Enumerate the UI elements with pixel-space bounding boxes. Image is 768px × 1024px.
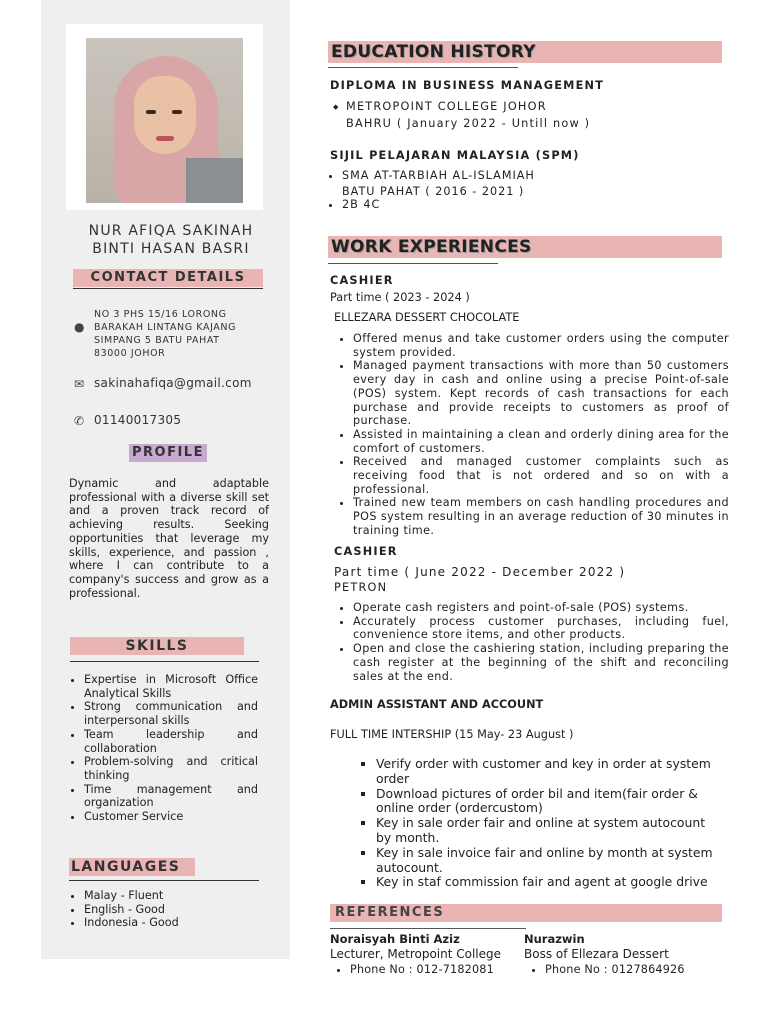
ref1-phone: • Phone No : 012-7182081	[350, 963, 540, 977]
job2-company: PETRON	[334, 581, 388, 594]
duty-item: ▪ Verify order with customer and key in order at system order	[376, 757, 716, 787]
skill-item: • Strong communication and interpersonal skills	[84, 700, 258, 727]
name-line-2: BINTI HASAN BASRI	[92, 241, 250, 257]
diploma-school-line-1: METROPOINT COLLEGE JOHOR	[346, 100, 547, 113]
photo-shirt	[186, 158, 243, 203]
ref2-contact	[529, 963, 735, 977]
photo-eye-left	[146, 110, 156, 114]
duty-item: ▪ Download pictures of order bil and item(fair order & online order (ordercustom)	[376, 787, 716, 817]
diploma-title: DIPLOMA IN BUSINESS MANAGEMENT	[330, 79, 605, 92]
address-line: SIMPANG 5 BATU PAHAT	[94, 335, 220, 346]
skill-item: • Team leadership and collaboration	[84, 728, 258, 755]
languages-rule	[69, 880, 259, 881]
spm-list	[326, 169, 602, 212]
languages-heading: LANGUAGES	[69, 858, 195, 876]
email-row	[74, 377, 252, 391]
ref1-role: Lecturer, Metropoint College	[330, 947, 502, 961]
candidate-name	[66, 222, 276, 258]
duty-item: • Accurately process customer purchases, including fuel, convenience store items, and other products.	[353, 615, 729, 642]
phone-icon: ✆	[74, 414, 85, 428]
spm-school	[342, 169, 602, 198]
work-rule	[328, 263, 498, 264]
location-pin-icon: ●	[74, 320, 85, 334]
language-item: • Indonesia - Good	[84, 916, 264, 930]
profile-photo	[86, 38, 243, 203]
address	[94, 308, 236, 360]
address-line: NO 3 PHS 15/16 LORONG	[94, 309, 227, 320]
duty-item: • Open and close the cashiering station, including preparing the cash register at the beginning of the shift and reconciling sales at the end.	[353, 642, 729, 683]
skills-heading: SKILLS	[70, 637, 244, 655]
bullet-icon: ◆	[333, 103, 340, 111]
job1-title: CASHIER	[330, 274, 394, 287]
photo-lips	[156, 136, 174, 141]
diploma-school-line-2: BAHRU ( January 2022 - Untill now )	[346, 117, 591, 130]
email-text[interactable]: sakinahafiqa@gmail.com	[94, 376, 252, 390]
references-heading: REFERENCES	[330, 904, 722, 922]
skill-item: • Expertise in Microsoft Office Analytical Skills	[84, 673, 258, 700]
address-line: 83000 JOHOR	[94, 348, 166, 359]
duty-item: ▪ Key in sale invoice fair and online by month at system autocount.	[376, 846, 716, 876]
duty-item: • Operate cash registers and point-of-sale (POS) systems.	[353, 601, 729, 615]
spm-result: • 2B 4C	[342, 198, 602, 212]
languages-list	[69, 889, 264, 930]
job2-title: CASHIER	[334, 545, 398, 558]
job1-company: ELLEZARA DESSERT CHOCOLATE	[334, 311, 520, 324]
job1-duties	[337, 332, 729, 538]
duty-item: • Assisted in maintaining a clean and orderly dining area for the comfort of customers.	[353, 428, 729, 455]
language-item: • English - Good	[84, 903, 264, 917]
duty-item: ▪ Key in staf commission fair and agent at google drive	[376, 875, 716, 890]
job3-period: FULL TIME INTERSHIP (15 May- 23 August )	[330, 728, 574, 741]
skill-item: • Problem-solving and critical thinking	[84, 755, 258, 782]
name-line-1: NUR AFIQA SAKINAH	[88, 223, 254, 239]
duty-item: • Trained new team members on cash handling procedures and POS system resulting in an average reduction of 30 minutes in training time.	[353, 496, 729, 537]
profile-text: Dynamic and adaptable professional with a diverse skill set and a proven track record of achieving results. Seeking opportunities that leverage my skills, experience, and passion , where I can contribute to a company's success and grow as a professional.	[69, 477, 269, 600]
education-heading: EDUCATION HISTORY	[328, 41, 722, 63]
skill-item: • Time management and organization	[84, 783, 258, 810]
language-item: • Malay - Fluent	[84, 889, 264, 903]
job2-duties	[337, 601, 729, 683]
address-line: BARAKAH LINTANG KAJANG	[94, 322, 237, 333]
contact-rule	[73, 288, 263, 289]
spm-school-line-2: BATU PAHAT ( 2016 - 2021 )	[342, 184, 525, 198]
ref2-phone: • Phone No : 0127864926	[545, 963, 735, 977]
education-rule	[328, 67, 518, 68]
job3-title: ADMIN ASSISTANT AND ACCOUNT	[330, 698, 544, 711]
photo-face	[134, 76, 196, 154]
ref2-role: Boss of Ellezara Dessert	[524, 947, 669, 961]
skills-list	[69, 673, 258, 824]
job2-period: Part time ( June 2022 - December 2022 )	[334, 565, 626, 579]
spm-school-line-1: SMA AT-TARBIAH AL-ISLAMIAH	[342, 169, 535, 182]
job3-duties	[330, 757, 716, 890]
spm-title: SIJIL PELAJARAN MALAYSIA (SPM)	[330, 149, 580, 162]
contact-heading: CONTACT DETAILS	[73, 269, 263, 287]
duty-item: • Managed payment transactions with more than 50 customers every day in cash and online using a precise Point-of-sale (POS) system. Kept records of cash transactions for each purchase and provide receipts to customers as proof of purchase.	[353, 359, 729, 428]
ref1-name: Noraisyah Binti Aziz	[330, 932, 460, 946]
duty-item: • Received and managed customer complaints such as receiving food that is not ordered and so on with a professional.	[353, 455, 729, 496]
duty-item: • Offered menus and take customer orders using the computer system provided.	[353, 332, 729, 359]
duty-item: ▪ Key in sale order fair and online at system autocount by month.	[376, 816, 716, 846]
phone-row	[74, 414, 181, 428]
photo-eye-right	[172, 110, 182, 114]
skills-rule	[70, 661, 259, 662]
work-heading: WORK EXPERIENCES	[328, 236, 722, 258]
envelope-icon: ✉	[74, 377, 85, 391]
ref2-name: Nurazwin	[524, 932, 585, 946]
references-rule	[330, 928, 526, 929]
profile-heading: PROFILE	[129, 444, 207, 462]
address-row	[74, 308, 236, 360]
skill-item: • Customer Service	[84, 810, 258, 824]
ref1-contact	[334, 963, 540, 977]
job1-period: Part time ( 2023 - 2024 )	[330, 291, 470, 304]
diploma-school	[333, 100, 633, 131]
phone-text: 01140017305	[94, 413, 182, 427]
